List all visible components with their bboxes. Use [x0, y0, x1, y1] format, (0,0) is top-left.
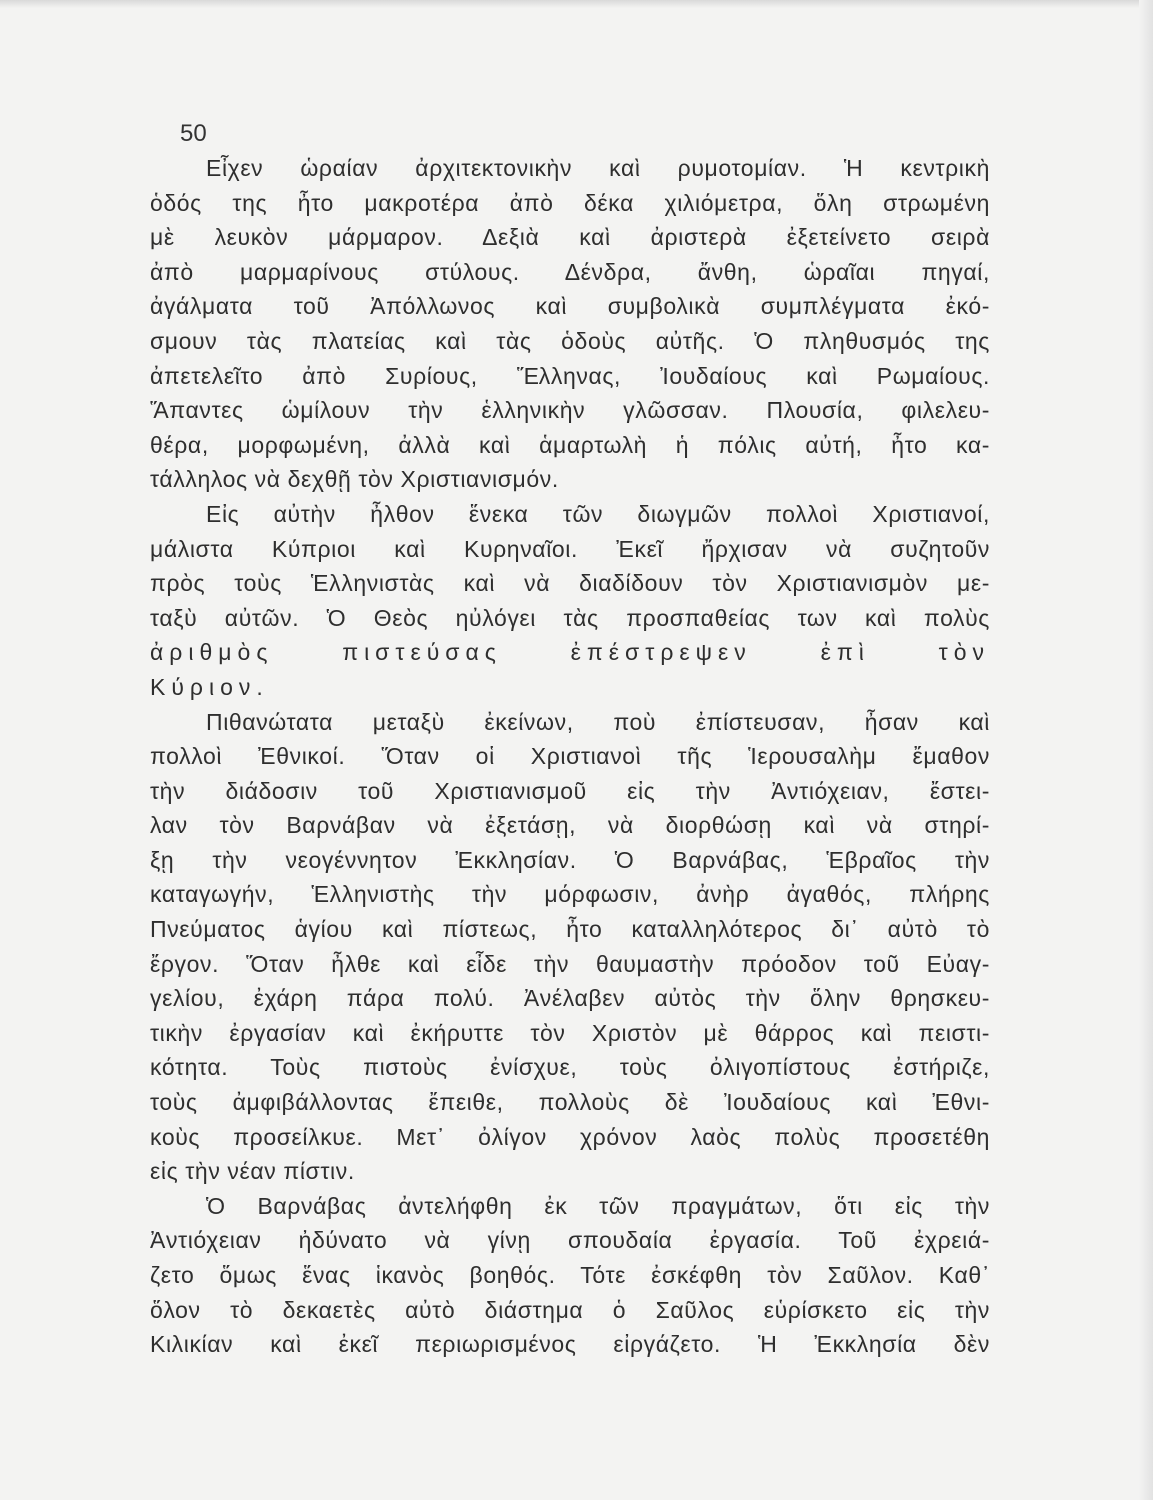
text-line: ζετο ὅμως ἕνας ἱκανὸς βοηθός. Τότε ἐσκέφθη τὸν Σαῦλον. Καθ᾽ [150, 1262, 990, 1288]
text-line: κοὺς προσείλκυε. Μετ᾽ ὀλίγον χρόνον λαὸς πολὺς προσετέθη [150, 1123, 990, 1150]
text-line: εἰς τὴν νέαν πίστιν. [150, 1158, 355, 1185]
text-line: μὲ λευκὸν μάρμαρον. Δεξιὰ καὶ ἀριστερὰ ἐξετείνετο σειρὰ [150, 224, 990, 251]
text-line: Ὁ Βαρνάβας ἀντελήφθη ἐκ τῶν πραγμάτων, ὅτι εἰς τὴν [206, 1192, 990, 1219]
text-line: ἀπετελεῖτο ἀπὸ Συρίους, Ἕλληνας, Ἰουδαίους καὶ Ρωμαίους. [150, 362, 990, 389]
text-line: τοὺς ἀμφιβάλλοντας ἔπειθε, πολλοὺς δὲ Ἰουδαίους καὶ Ἐθνι- [150, 1089, 990, 1116]
text-line: ὅλον τὸ δεκαετὲς αὐτὸ διάστημα ὁ Σαῦλος εὑρίσκετο εἰς τὴν [150, 1296, 990, 1323]
text-line: τικὴν ἐργασίαν καὶ ἐκήρυττε τὸν Χριστὸν μὲ θάρρος καὶ πειστι- [150, 1019, 990, 1046]
text-line: Ἀντιόχειαν ἠδύνατο νὰ γίνῃ σπουδαία ἐργασία. Τοῦ ἐχρειά- [150, 1227, 990, 1254]
text-line: τὴν διάδοσιν τοῦ Χριστιανισμοῦ εἰς τὴν Ἀντιόχειαν, ἔστει- [150, 777, 990, 804]
text-line: πολλοὶ Ἐθνικοί. Ὅταν οἱ Χριστιανοὶ τῆς Ἱερουσαλὴμ ἔμαθον [150, 743, 990, 770]
text-line: σμουν τὰς πλατείας καὶ τὰς ὁδοὺς αὐτῆς. Ὁ πληθυσμός της [150, 327, 990, 354]
text-line: ἀριθμὸς πιστεύσας ἐπέστρεψεν ἐπὶ τὸν [150, 639, 990, 666]
text-line: ἔργον. Ὅταν ἦλθε καὶ εἶδε τὴν θαυμαστὴν πρόοδον τοῦ Εὐαγ- [150, 950, 990, 977]
text-line: καταγωγήν, Ἑλληνιστὴς τὴν μόρφωσιν, ἀνὴρ ἀγαθός, πλήρης [150, 881, 990, 908]
scan-edge-right [1139, 0, 1153, 1500]
text-line: πρὸς τοὺς Ἑλληνιστὰς καὶ νὰ διαδίδουν τὸν Χριστιανισμὸν με- [150, 570, 990, 597]
page-number: 50 [180, 120, 207, 147]
paragraph [150, 151, 990, 497]
body-text [150, 151, 990, 1362]
paragraph [150, 705, 990, 1189]
text-line: ἀγάλματα τοῦ Ἀπόλλωνος καὶ συμβολικὰ συμπλέγματα ἐκό- [150, 293, 990, 320]
paragraph [150, 497, 990, 705]
text-line: Κύριον. [150, 673, 269, 700]
text-line: ὁδός της ἦτο μακροτέρα ἀπὸ δέκα χιλιόμετρα, ὅλη στρωμένη [150, 189, 990, 216]
text-line: Εἶχεν ὡραίαν ἀρχιτεκτονικὴν καὶ ρυμοτομίαν. Ἡ κεντρικὴ [206, 155, 990, 181]
text-line: κότητα. Τοὺς πιστοὺς ἐνίσχυε, τοὺς ὀλιγοπίστους ἐστήριζε, [150, 1054, 990, 1081]
text-line: λαν τὸν Βαρνάβαν νὰ ἐξετάσῃ, νὰ διορθώσῃ καὶ νὰ στηρί- [150, 812, 990, 839]
scan-edge-top [0, 0, 1153, 8]
text-line: τάλληλος νὰ δεχθῇ τὸν Χριστιανισμόν. [150, 466, 559, 493]
text-line: Πιθανώτατα μεταξὺ ἐκείνων, ποὺ ἐπίστευσαν, ἦσαν καὶ [206, 708, 990, 735]
text-line: ταξὺ αὐτῶν. Ὁ Θεὸς ηὐλόγει τὰς προσπαθείας των καὶ πολὺς [150, 604, 990, 631]
text-line: ξῃ τὴν νεογέννητον Ἐκκλησίαν. Ὁ Βαρνάβας, Ἑβραῖος τὴν [150, 846, 990, 873]
text-line: ἀπὸ μαρμαρίνους στύλους. Δένδρα, ἄνθη, ὡραῖαι πηγαί, [150, 258, 990, 285]
text-line: θέρα, μορφωμένη, ἀλλὰ καὶ ἁμαρτωλὴ ἡ πόλις αὐτή, ἦτο κα- [150, 431, 990, 458]
text-line: Εἰς αὐτὴν ἦλθον ἕνεκα τῶν διωγμῶν πολλοὶ Χριστιανοί, [206, 500, 990, 527]
text-line: Ἅπαντες ὡμίλουν τὴν ἑλληνικὴν γλῶσσαν. Πλουσία, φιλελευ- [150, 397, 990, 424]
paragraph [150, 1189, 990, 1362]
text-line: μάλιστα Κύπριοι καὶ Κυρηναῖοι. Ἐκεῖ ἤρχισαν νὰ συζητοῦν [150, 535, 990, 562]
text-line: γελίου, ἐχάρη πάρα πολύ. Ἀνέλαβεν αὐτὸς τὴν ὅλην θρησκευ- [150, 985, 990, 1012]
text-line: Πνεύματος ἁγίου καὶ πίστεως, ἦτο καταλληλότερος δι᾽ αὐτὸ τὸ [150, 916, 990, 943]
text-line: Κιλικίαν καὶ ἐκεῖ περιωρισμένος εἰργάζετο. Ἡ Ἐκκλησία δὲν [150, 1331, 990, 1358]
